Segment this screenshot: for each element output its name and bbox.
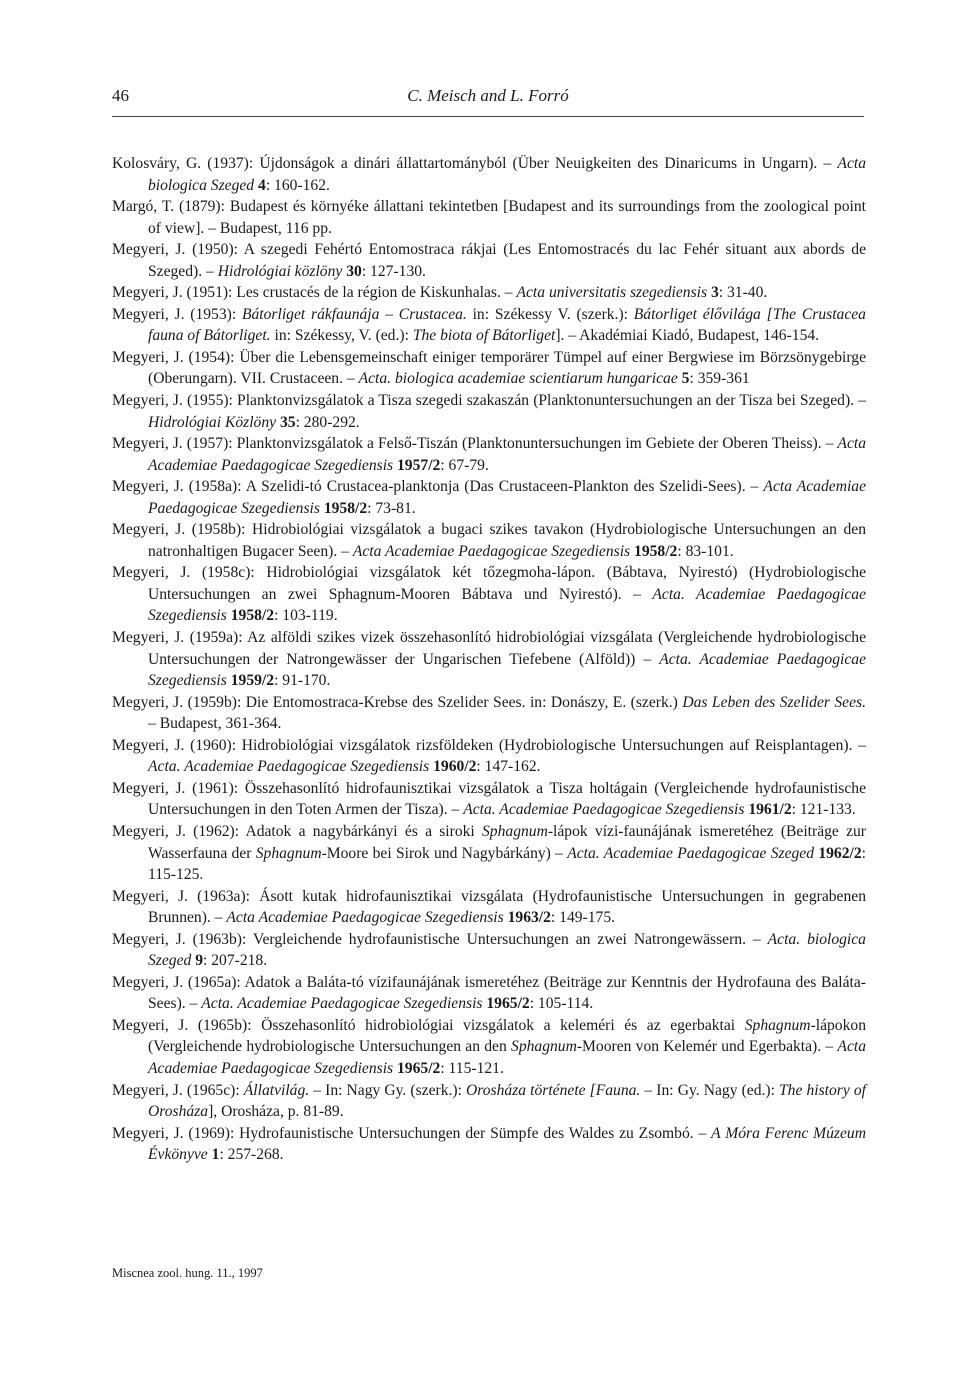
reference-italic-text: Sphagnum: [744, 1016, 811, 1034]
reference-entry: [112, 929, 866, 972]
reference-text: Megyeri, J. (1960): Hidrobiológiai vizsgálatok rizsföldeken (Hydrobiologische Untersuchungen auf Reisplantagen). –: [112, 736, 866, 754]
reference-text: : 207-218.: [203, 952, 268, 970]
journal-footer: Miscnea zool. hung. 11., 1997: [112, 1266, 263, 1280]
reference-text: Megyeri, J. (1969): Hydrofaunistische Untersuchungen der Sümpfe des Waldes zu Zsombó. –: [112, 1124, 712, 1142]
reference-text: -lápok vízi-faunájának ismeretéhez (Beiträge zur Wasserfauna der: [148, 822, 866, 862]
reference-italic-text: Acta. biologica Szeged: [148, 930, 866, 970]
reference-text: -Moore bei Sirok und Nagybárkány) –: [321, 844, 568, 862]
reference-text: Megyeri, J. (1965b): Összehasonlító hidrobiológiai vizsgálatok a keleméri és az egerbaktai: [112, 1016, 745, 1034]
header-rule: [112, 116, 864, 117]
reference-italic-text: The biota of Bátorliget: [412, 327, 556, 345]
reference-text: Megyeri, J. (1953):: [112, 305, 242, 323]
reference-volume: 3: [710, 284, 719, 302]
reference-italic-text: Acta. Academiae Paedagogicae Szegediensis: [201, 995, 483, 1013]
reference-volume: 1960/2: [433, 758, 477, 776]
reference-text: : 115-125.: [148, 844, 866, 884]
reference-volume: 30: [346, 262, 362, 280]
reference-text: : 67-79.: [440, 456, 489, 474]
reference-text: Megyeri, J. (1954): Über die Lebensgemeinschaft einiger temporärer Tümpel auf einer Bergwiese im Börzsönygebirge (Oberungarn). VII. Crustaceen. –: [112, 348, 866, 388]
reference-text: Margó, T. (1879): Budapest és környéke állattani tekintetben [Budapest and its surroundings from the zoological point of view]. – Budapest, 116 pp.: [112, 198, 866, 237]
reference-text: Megyeri, J. (1959a): Az alföldi szikes vizek összehasonlító hidrobiológiai vizsgálata (Vergleichende hydrobiologische Untersuchungen der Natrongewässer der Ungarischen Tiefebene (Alföld)) –: [112, 629, 866, 668]
reference-entry: [112, 519, 866, 562]
reference-italic-text: Sphagnum: [482, 822, 548, 840]
reference-text: Megyeri, J. (1965c):: [112, 1081, 244, 1099]
reference-italic-text: Acta. Academiae Paedagogicae Szeged: [567, 844, 815, 862]
reference-volume: 1958/2: [230, 607, 275, 625]
reference-volume: 1965/2: [486, 995, 530, 1013]
reference-text: -lápokon (Vergleichende hydrobiologische Untersuchungen an den: [148, 1016, 866, 1056]
reference-volume: 1957/2: [397, 456, 441, 474]
reference-italic-text: Állatvilág.: [243, 1081, 310, 1099]
reference-italic-text: Acta biologica Szeged: [148, 155, 866, 194]
reference-text: : 83-101.: [677, 542, 734, 560]
reference-italic-text: Acta Academiae Paedagogicae Szegediensis: [352, 542, 631, 560]
reference-volume: 9: [195, 952, 204, 970]
reference-volume: 1959/2: [230, 672, 275, 690]
running-header: [112, 86, 864, 110]
reference-italic-text: Acta. biologica academiae scientiarum hungaricae: [358, 370, 678, 388]
reference-text: Megyeri, J. (1962): Adatok a nagybárkányi és a siroki: [112, 822, 482, 840]
reference-text: in: Székessy, V. (ed.):: [270, 327, 413, 345]
reference-volume: 1965/2: [397, 1059, 441, 1077]
reference-text: Megyeri, J. (1951): Les crustacés de la région de Kiskunhalas. –: [112, 284, 517, 302]
reference-entry: [112, 1015, 866, 1080]
reference-italic-text: Acta. Academiae Paedagogicae Szegediensis: [148, 650, 866, 690]
reference-italic-text: Hidrológiai közlöny: [217, 262, 343, 280]
reference-entry: [112, 627, 866, 692]
reference-italic-text: Acta. Academiae Paedagogicae Szegediensis: [148, 758, 430, 776]
reference-volume: 1963/2: [507, 909, 551, 927]
page-number: 46: [112, 86, 129, 105]
reference-text: : 127-130.: [361, 262, 426, 280]
reference-entry: [112, 562, 866, 627]
reference-italic-text: Hidrológiai Közlöny: [148, 413, 277, 431]
reference-italic-text: Das Leben des Szelider Sees.: [682, 693, 866, 711]
reference-text: – In: Gy. Nagy (ed.):: [640, 1081, 779, 1099]
reference-text: Megyeri, J. (1958a): A Szelidi-tó Crustacea-planktonja (Das Crustaceen-Plankton des Szelidi-Sees). –: [112, 478, 764, 496]
reference-volume: 35: [279, 413, 296, 431]
reference-text: in: Székessy V. (szerk.):: [466, 305, 634, 323]
reference-text: : 73-81.: [367, 499, 416, 517]
reference-text: : 280-292.: [295, 413, 360, 431]
reference-italic-text: Acta Academiae Paedagogicae Szegediensis: [226, 909, 504, 927]
reference-volume: 1958/2: [323, 499, 368, 517]
reference-list: [112, 153, 866, 1166]
reference-volume: 1: [211, 1146, 220, 1164]
reference-text: Megyeri, J. (1957): Planktonvizsgálatok a Felső-Tiszán (Planktonuntersuchungen im Gebiete der Oberen Theiss). –: [112, 435, 838, 453]
reference-entry: [112, 239, 866, 282]
reference-text: Megyeri, J. (1950): A szegedi Fehértó Entomostraca rákjai (Les Entomostracés du lac Fehér situant aux abords de Szeged). –: [112, 241, 866, 280]
reference-text: – In: Nagy Gy. (szerk.):: [309, 1081, 466, 1099]
running-title-authors: C. Meisch and L. Forró: [407, 86, 569, 105]
reference-text: Kolosváry, G. (1937): Újdonságok a dinári állattartományból (Über Neuigkeiten des Dinaricums in Ungarn). –: [112, 155, 838, 172]
reference-text: Megyeri, J. (1958b): Hidrobiológiai vizsgálatok a bugaci szikes tavakon (Hydrobiologische Untersuchungen an den natronhaltigen Bugacer Seen). –: [112, 521, 866, 560]
reference-text: : 115-121.: [440, 1059, 504, 1077]
reference-text: -Mooren von Kelemér und Egerbakta). –: [576, 1038, 838, 1056]
reference-italic-text: A Móra Ferenc Múzeum Évkönyve: [148, 1124, 866, 1164]
reference-italic-text: Orosháza története [Fauna.: [466, 1081, 641, 1099]
reference-text: : 160-162.: [265, 176, 330, 194]
reference-text: Megyeri, J. (1963a): Ásott kutak hidrofaunisztikai vizsgálata (Hydrofaunistische Untersuchungen in gegrabenen Brunnen). –: [112, 887, 866, 927]
reference-italic-text: Sphagnum: [255, 844, 322, 862]
reference-entry: [112, 692, 866, 735]
reference-entry: [112, 1080, 866, 1123]
reference-volume: 1962/2: [818, 844, 862, 862]
reference-italic-text: Acta universitatis szegediensis: [516, 284, 708, 302]
reference-entry: [112, 347, 866, 390]
reference-entry: [112, 304, 866, 347]
reference-entry: [112, 153, 866, 196]
reference-italic-text: Acta. Academiae Paedagogicae Szegediensis: [148, 585, 866, 625]
reference-text: Megyeri, J. (1958c): Hidrobiológiai vizsgálatok két tőzegmoha-lápon. (Bábtava, Nyirestó) (Hydrobiologische Untersuchungen an zwei Sphagnum-Mooren Bábtava und Nyirestó). –: [112, 564, 866, 603]
reference-text: : 31-40.: [718, 284, 768, 302]
reference-text: : 147-162.: [476, 758, 541, 776]
reference-volume: 1961/2: [748, 801, 792, 819]
reference-text: – Budapest, 361-364.: [148, 715, 282, 733]
reference-entry: [112, 282, 866, 304]
reference-text: : 121-133.: [791, 801, 856, 819]
reference-volume: 1958/2: [634, 542, 678, 560]
reference-volume: 5: [681, 370, 690, 388]
reference-entry: [112, 476, 866, 519]
reference-italic-text: Sphagnum: [511, 1038, 577, 1056]
reference-text: Megyeri, J. (1955): Planktonvizsgálatok a Tisza szegedi szakaszán (Planktonuntersuchungen an der Tisza bei Szeged). –: [112, 392, 866, 410]
reference-text: Megyeri, J. (1963b): Vergleichende hydrofaunistische Untersuchungen an zwei Natrongewässern. –: [112, 930, 768, 948]
reference-italic-text: Acta. Academiae Paedagogicae Szegediensis: [463, 801, 745, 819]
reference-text: : 105-114.: [529, 995, 594, 1013]
reference-text: : 359-361: [689, 370, 750, 388]
reference-italic-text: Acta Academiae Paedagogicae Szegediensis: [148, 478, 866, 517]
reference-text: : 257-268.: [219, 1146, 284, 1164]
reference-entry: [112, 196, 866, 239]
reference-text: Megyeri, J. (1965a): Adatok a Baláta-tó vízifaunájának ismeretéhez (Beiträge zur Kenntnis der Hydrofauna des Baláta-Sees). –: [112, 973, 866, 1013]
reference-entry: [112, 778, 866, 821]
reference-text: Megyeri, J. (1959b): Die Entomostraca-Krebse des Szelider Sees. in: Donászy, E. (szerk.): [112, 693, 683, 711]
reference-text: : 149-175.: [550, 909, 616, 927]
reference-text: ], Orosháza, p. 81-89.: [208, 1103, 344, 1121]
reference-italic-text: Bátorliget rákfaunája – Crustacea.: [241, 305, 467, 323]
reference-entry: [112, 821, 866, 886]
reference-entry: [112, 433, 866, 476]
reference-entry: [112, 972, 866, 1015]
reference-entry: [112, 886, 866, 929]
reference-italic-text: Acta Academiae Paedagogicae Szegediensis: [148, 1038, 866, 1077]
reference-volume: 4: [258, 176, 266, 194]
reference-text: : 103-119.: [274, 607, 338, 625]
reference-entry: [112, 390, 866, 433]
reference-italic-text: The history of Orosháza: [148, 1081, 866, 1121]
reference-text: : 91-170.: [274, 672, 331, 690]
reference-text: Megyeri, J. (1961): Összehasonlító hidrofaunisztikai vizsgálatok a Tisza holtágain (Vergleichende hydrofaunistische Untersuchungen in den Toten Armen der Tisza). –: [112, 779, 866, 819]
reference-italic-text: Bátorliget élővilága [The Crustacea fauna of Bátorliget.: [148, 305, 866, 345]
reference-italic-text: Acta Academiae Paedagogicae Szegediensis: [148, 435, 866, 474]
reference-entry: [112, 735, 866, 778]
reference-text: ]. – Akadémiai Kiadó, Budapest, 146-154.: [555, 327, 820, 345]
reference-entry: [112, 1123, 866, 1166]
